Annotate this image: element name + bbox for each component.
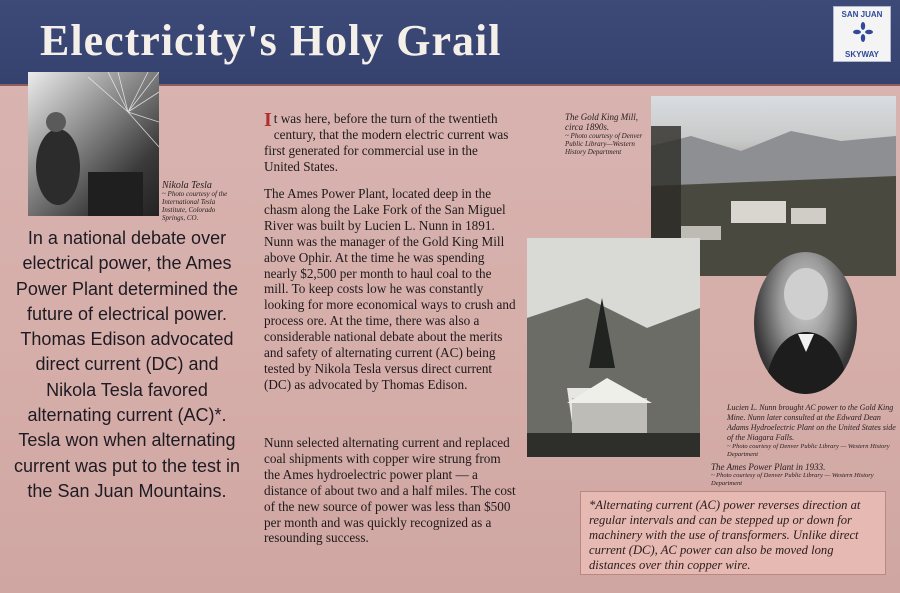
star-flower-icon xyxy=(853,22,873,42)
gold-king-caption-credit: ~ Photo courtesy of Denver Public Library—Western History Department xyxy=(565,132,643,156)
drop-cap: I xyxy=(264,109,272,131)
ames-caption xyxy=(711,462,881,488)
gold-king-caption xyxy=(565,112,647,156)
sign-title: Electricity's Holy Grail xyxy=(40,16,502,65)
body-paragraph-3: Nunn selected alternating current and replaced coal shipments with copper wire strung from the Ames hydroelectric power plant — a distance of about two and a half miles. The cost of the new source of power was less than $500 per month and was quickly recognized as a resounding success. xyxy=(264,435,516,546)
san-juan-skyway-logo xyxy=(833,6,891,62)
tesla-caption xyxy=(162,181,240,222)
logo-bottom-text: SKYWAY xyxy=(845,50,879,59)
nunn-caption xyxy=(727,403,897,459)
tesla-photo xyxy=(28,72,159,216)
body-paragraph-1-text: t was here, before the turn of the twentieth century, that the modern electric current was first generated for commercial use in the United States. xyxy=(264,111,509,174)
nunn-portrait-art xyxy=(754,252,857,394)
ames-caption-text: The Ames Power Plant in 1933. xyxy=(711,462,826,472)
ames-caption-credit: ~ Photo courtesy of Denver Public Library — Western History Department xyxy=(711,472,874,487)
logo-top-text: SAN JUAN xyxy=(841,10,883,19)
ames-photo-art xyxy=(527,238,700,457)
nunn-caption-text: Lucien L. Nunn brought AC power to the Gold King Mine. Nunn later consulted at the Edward Dean Adams Hydroelectric Plant on the United States side of the Niagara Falls. xyxy=(727,403,896,442)
ames-power-plant-photo xyxy=(527,238,700,457)
tesla-caption-name: Nikola Tesla xyxy=(162,180,212,191)
tesla-caption-credit: ~ Photo courtesy of the International Tesla Institute, Colorado Springs, CO. xyxy=(162,190,228,222)
body-paragraph-1 xyxy=(264,111,516,175)
gold-king-caption-name: The Gold King Mill, circa 1890s. xyxy=(565,112,639,132)
nunn-portrait xyxy=(754,252,857,394)
tesla-photo-art xyxy=(28,72,159,216)
ac-footnote-box: *Alternating current (AC) power reverses direction at regular intervals and can be stepped up or down for machinery with the use of transformers. Unlike direct current (DC), AC power can also be moved long distances over thin copper wire. xyxy=(580,491,886,575)
nunn-caption-credit: ~ Photo courtesy of Denver Public Library — Western History Department xyxy=(727,443,890,458)
body-paragraph-2: The Ames Power Plant, located deep in the chasm along the Lake Fork of the San Miguel River was built by Lucien L. Nunn in 1891. Nunn was the manager of the Gold King Mill above Ophir. At the time he was spending nearly $2,500 per month to haul coal to the mill. To keep costs low he was constantly looking for more economical ways to crush and process ore. At the time, there was also a considerable national debate about the merits and safety of alternating current (AC) being tested by Nikola Tesla versus direct current (DC) as advocated by Thomas Edison. xyxy=(264,186,516,392)
summary-text: In a national debate over electrical power, the Ames Power Plant determined the future of electrical power. Thomas Edison advocated direct current (DC) and Nikola Tesla favored alternating current (AC)*. Tesla won when alternating current was put to the test in the San Juan Mountains. xyxy=(13,228,241,501)
